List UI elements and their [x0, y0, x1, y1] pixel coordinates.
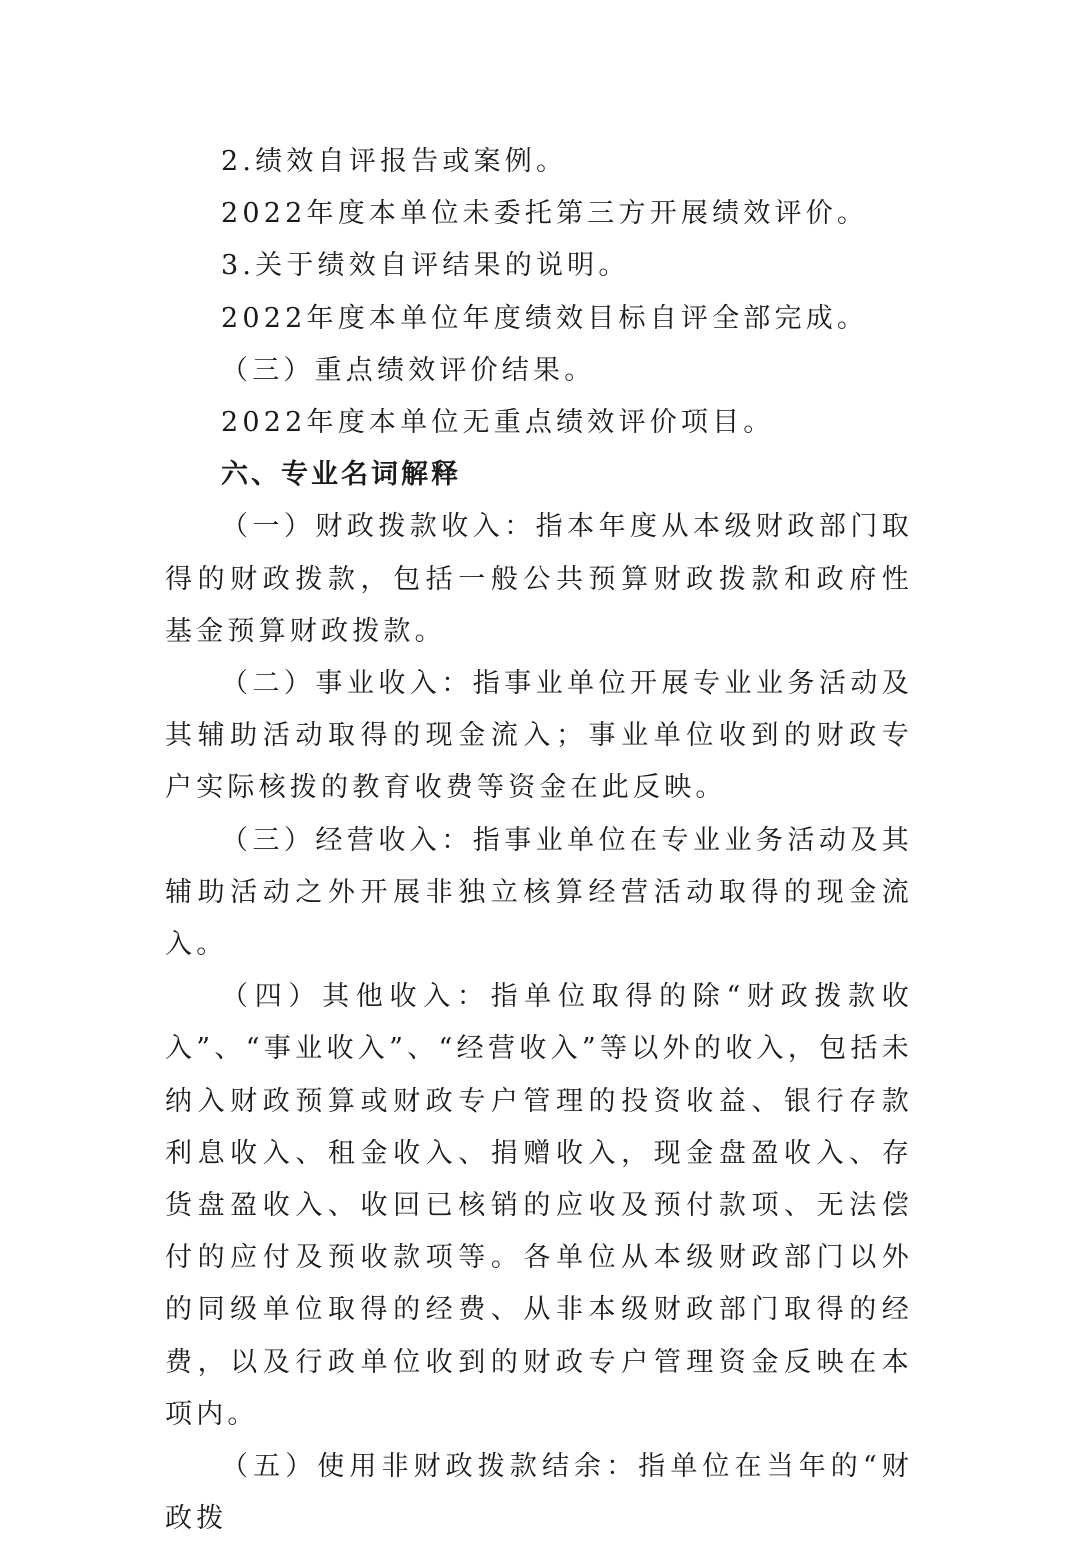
paragraph-no-key-evaluation: 2022年度本单位无重点绩效评价项目。	[221, 407, 775, 439]
paragraph-term-business-income: （二）事业收入：指事业单位开展专业业务活动及其辅助活动取得的现金流入；事业单位收到的财政专户实际核拨的教育收费等资金在此反映。	[165, 668, 913, 804]
paragraph-self-evaluation-report: 2.绩效自评报告或案例。	[221, 146, 568, 177]
paragraph-self-evaluation-complete: 2022年度本单位年度绩效目标自评全部完成。	[221, 302, 869, 334]
paragraph-term-non-fiscal-balance: （五）使用非财政拨款结余：指单位在当年的“财政拨	[165, 1451, 913, 1535]
document-body	[165, 136, 913, 1545]
paragraph-no-third-party: 2022年度本单位未委托第三方开展绩效评价。	[221, 198, 869, 230]
paragraph-term-fiscal-appropriation: （一）财政拨款收入：指本年度从本级财政部门取得的财政拨款，包括一般公共预算财政拨款和政府性基金预算财政拨款。	[165, 511, 913, 647]
paragraph-self-evaluation-results-title: 3.关于绩效自评结果的说明。	[221, 250, 630, 282]
paragraph-term-other-income: （四）其他收入：指单位取得的除“财政拨款收入”、“事业收入”、“经营收入”等以外的收入，包括未纳入财政预算或财政专户管理的投资收益、银行存款利息收入、租金收入、捐赠收入，现金盘盈收入、存货盘盈收入、收回已核销的应收及预付款项、无法偿付的应付及预收款项等。各单位从本级财政部门以外的同级单位取得的经费、从非本级财政部门取得的经费，以及行政单位收到的财政专户管理资金反映在本项内。	[165, 981, 913, 1430]
section-heading-terms: 六、专业名词解释	[221, 459, 461, 491]
paragraph-key-evaluation-title: （三）重点绩效评价结果。	[221, 354, 596, 386]
paragraph-term-operating-income: （三）经营收入：指事业单位在专业业务活动及其辅助活动之外开展非独立核算经营活动取得的现金流入。	[165, 824, 913, 961]
